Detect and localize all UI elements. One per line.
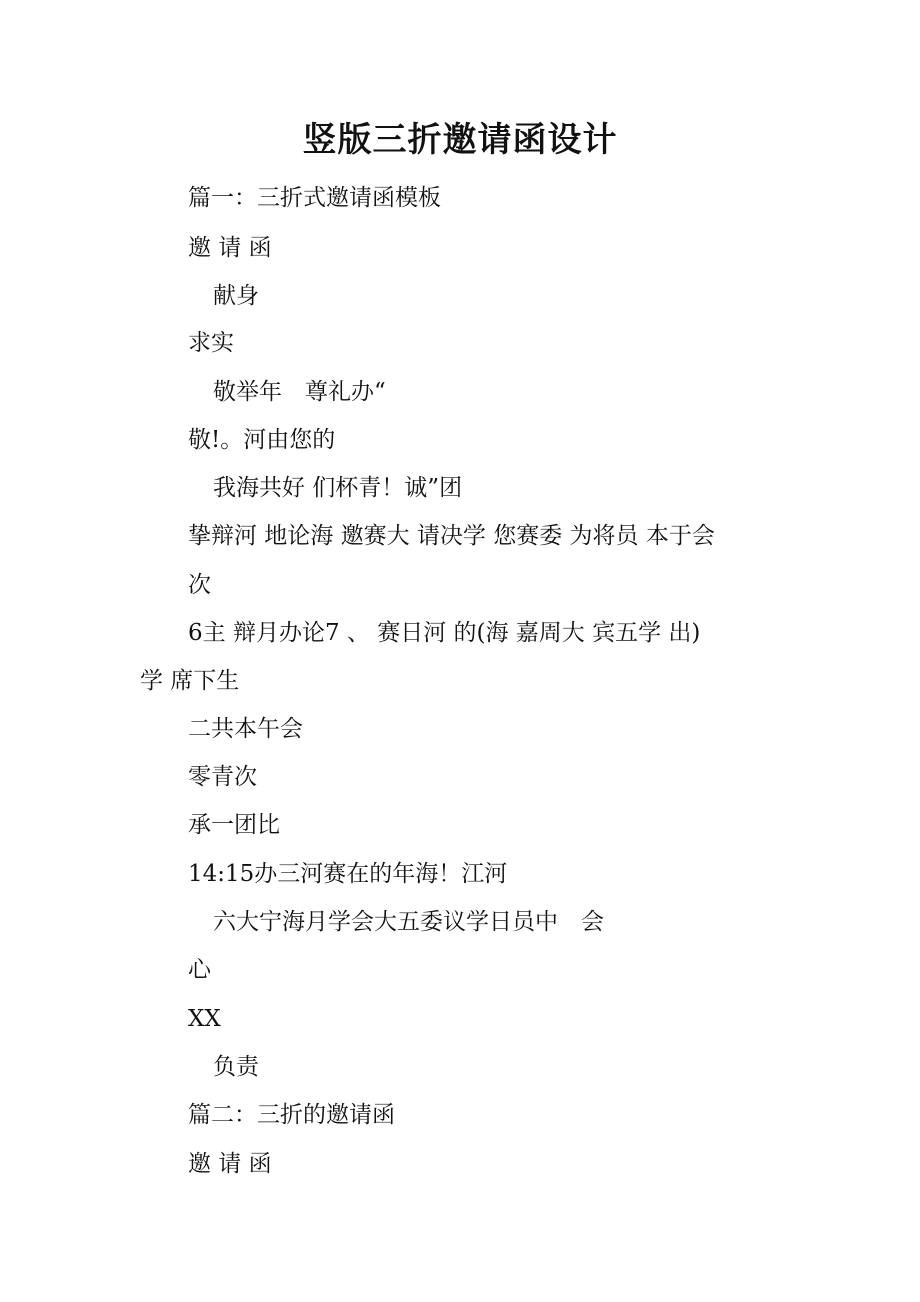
text-line: 敬举年 尊礼办“: [213, 379, 386, 405]
document-title: 竖版三折邀请函设计: [302, 120, 618, 160]
text-line: 求实: [188, 330, 234, 356]
section-heading-1: 篇一：三折式邀请函模板: [188, 185, 441, 211]
text-line: 次: [188, 572, 211, 598]
text-line: 负责: [213, 1054, 259, 1080]
text-line: XX: [188, 1006, 221, 1032]
text-line: 承一团比: [188, 812, 280, 838]
text-line: 心: [188, 957, 211, 983]
text-line: 6主 辩月办论7 、 赛日河 的(海 嘉周大 宾五学 出): [188, 620, 701, 646]
text-line: 敬!。河由您的: [188, 427, 336, 453]
text-line: 零青次: [188, 764, 257, 790]
text-line: 二共本午会: [188, 716, 303, 742]
text-line: 邀 请 函: [188, 235, 272, 261]
text-line: 14:15办三河赛在的年海！江河: [188, 861, 508, 887]
text-line: 六大宁海月学会大五委议学日员中 会: [213, 909, 604, 935]
text-line: 邀 请 函: [188, 1151, 272, 1177]
text-line: 挚辩河 地论海 邀赛大 请决学 您赛委 为将员 本于会: [188, 523, 715, 549]
text-line: 我海共好 们杯青！诚”团: [213, 475, 463, 501]
text-line: 学 席下生: [140, 668, 240, 694]
text-line: 献身: [213, 283, 259, 309]
section-heading-2: 篇二：三折的邀请函: [188, 1102, 395, 1128]
